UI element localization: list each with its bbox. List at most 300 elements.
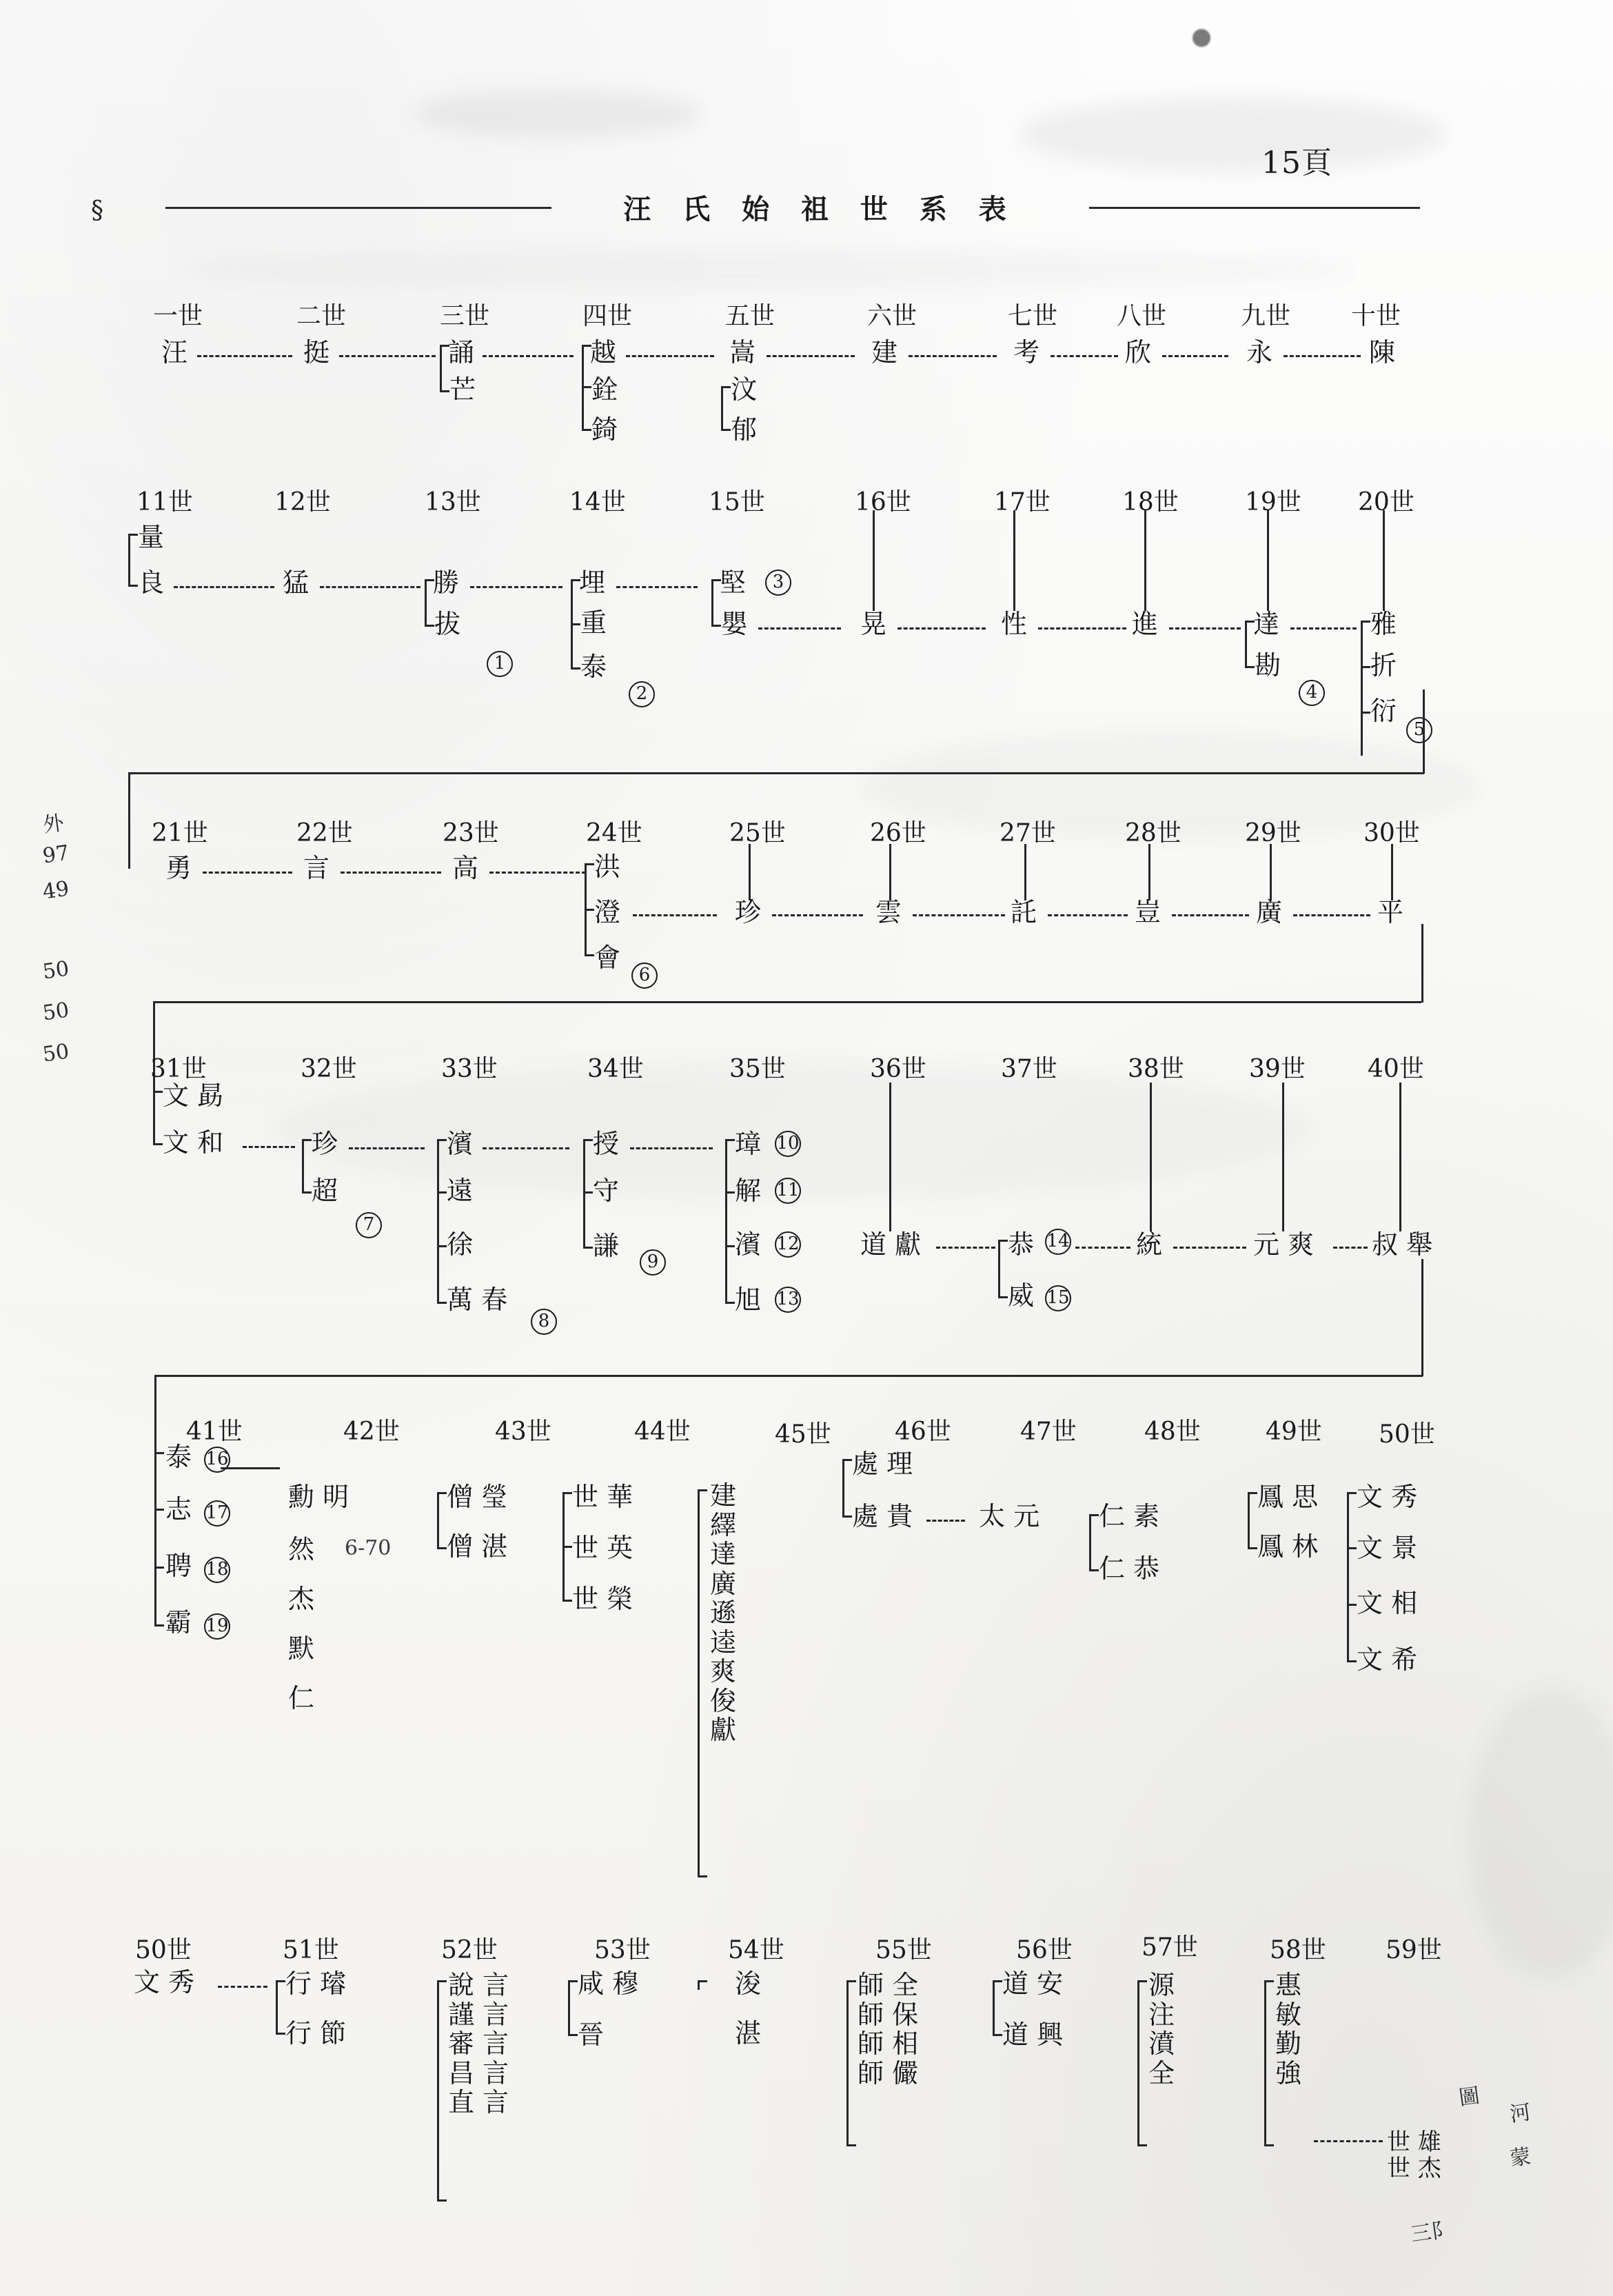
branch-line: [1347, 1492, 1349, 1660]
person-55-list: 師 全 師 保 師 相 師 儼: [858, 1970, 919, 2088]
link-dash: [1051, 355, 1118, 357]
branch-stub: [1264, 1980, 1274, 1982]
person-49-2: 鳳 林: [1257, 1531, 1319, 1562]
branch-stub: [993, 2034, 1002, 2036]
person-34-1: 授: [593, 1129, 620, 1159]
branch-line: [846, 1980, 849, 2144]
branch-stub: [1089, 1514, 1099, 1516]
margin-note-4: 50: [41, 956, 71, 985]
branch-line: [1089, 1514, 1091, 1569]
link-dash: [630, 1147, 713, 1149]
person-34-3: 謙: [593, 1231, 620, 1261]
wrap-connector-right: [1421, 924, 1423, 1003]
person-41-2: 志: [165, 1494, 192, 1524]
branch-stub: [582, 345, 591, 347]
gen-label-19: 19世: [1245, 488, 1301, 516]
page-number: 15頁: [1261, 145, 1332, 181]
branch-stub: [437, 1191, 447, 1194]
circled-number-15: 15: [1045, 1285, 1071, 1311]
branch-stub: [842, 1515, 852, 1518]
branch-stub: [1347, 1492, 1357, 1494]
link-dash: [758, 627, 841, 630]
branch-stub: [153, 1143, 163, 1145]
circled-number-17: 17: [204, 1500, 230, 1527]
margin-note-2: 97: [41, 840, 71, 869]
gen-label-4: 四世: [582, 302, 633, 330]
gen-label-58: 58世: [1270, 1936, 1326, 1964]
person-33-2: 遠: [447, 1176, 474, 1206]
wrap-connector-right: [1423, 689, 1425, 774]
person-19-2: 勘: [1255, 650, 1281, 681]
branch-stub: [846, 1980, 856, 1982]
person-1-1: 汪: [161, 337, 188, 367]
link-dash: [1038, 627, 1126, 630]
branch-stub: [583, 1191, 593, 1194]
person-35-4: 旭: [735, 1285, 762, 1315]
link-dash: [1172, 914, 1249, 916]
person-53-2: 晉: [578, 2020, 605, 2050]
link-dash: [218, 1986, 267, 1988]
scan-smudge: [414, 90, 703, 138]
branch-stub: [276, 1980, 285, 1982]
link-dash: [1314, 2140, 1383, 2142]
gen-label-48: 48世: [1144, 1418, 1201, 1446]
branch-stub: [568, 1980, 578, 1982]
branch-stub: [721, 386, 731, 388]
wrap-connector: [153, 1001, 1421, 1003]
branch-line: [1270, 844, 1272, 900]
person-4-2: 銓: [591, 374, 618, 405]
gen-label-17: 17世: [994, 488, 1051, 516]
gen-label-26: 26世: [870, 819, 926, 847]
link-dash: [926, 1520, 965, 1522]
link-dash: [772, 914, 863, 916]
wrap-connector: [154, 1375, 1423, 1377]
person-41-1: 泰: [165, 1442, 192, 1472]
branch-stub: [725, 1245, 735, 1247]
branch-line: [1013, 510, 1015, 611]
person-33-1: 濱: [447, 1129, 474, 1159]
person-49-1: 鳳 思: [1257, 1482, 1319, 1512]
branch-line: [1399, 1082, 1401, 1231]
link-dash: [1162, 355, 1228, 357]
person-13-2: 拔: [434, 609, 461, 639]
person-40-1: 叔 舉: [1372, 1229, 1433, 1260]
person-8-1: 欣: [1125, 337, 1152, 367]
person-50-4: 文 希: [1357, 1644, 1418, 1675]
gen-label-59: 59世: [1386, 1936, 1442, 1964]
link-dash: [936, 1247, 995, 1249]
branch-stub: [276, 2033, 285, 2035]
branch-stub: [998, 1296, 1008, 1298]
branch-line: [1137, 1980, 1139, 2144]
gen-label-30: 30世: [1363, 819, 1420, 847]
person-31-2: 文 和: [163, 1127, 224, 1158]
link-dash: [483, 355, 574, 357]
gen-label-45: 45世: [775, 1420, 831, 1449]
gen-label-37: 37世: [1001, 1055, 1057, 1083]
person-17-1: 性: [1001, 609, 1028, 639]
bottom-note-4: 三阝: [1409, 2217, 1454, 2247]
person-56-2: 道 興: [1002, 2020, 1064, 2050]
person-42-2: 然: [288, 1534, 315, 1564]
branch-line: [889, 1082, 891, 1231]
person-15-1: 堅: [720, 567, 747, 598]
person-44-2: 世 英: [572, 1533, 633, 1563]
circled-number-3: 3: [765, 570, 791, 596]
branch-stub: [846, 2144, 856, 2146]
person-16-1: 晃: [860, 609, 887, 639]
link-dash: [197, 355, 292, 357]
person-33-4: 萬 春: [447, 1285, 508, 1315]
branch-stub: [585, 863, 594, 865]
branch-line: [1148, 844, 1150, 900]
person-14-1: 埋: [579, 567, 606, 598]
branch-line: [425, 579, 427, 625]
branch-stub: [302, 1191, 312, 1194]
branch-stub: [582, 429, 591, 431]
circled-number-14: 14: [1045, 1229, 1071, 1255]
gen-label-24: 24世: [586, 819, 642, 847]
gen-label-8: 八世: [1117, 302, 1167, 330]
person-50b-1: 文 秀: [134, 1967, 195, 1997]
branch-stub: [437, 1547, 447, 1549]
gen-label-2: 二世: [296, 302, 347, 330]
branch-stub: [437, 1492, 447, 1494]
branch-line: [1264, 1980, 1266, 2144]
gen-label-18: 18世: [1122, 488, 1179, 516]
person-10-1: 陳: [1369, 337, 1396, 367]
gen-label-43: 43世: [495, 1418, 551, 1446]
gen-label-5: 五世: [725, 302, 775, 330]
gen-label-13: 13世: [425, 488, 481, 516]
gen-label-11: 11世: [136, 488, 193, 516]
person-13-1: 勝: [433, 567, 460, 598]
circled-number-19: 19: [204, 1613, 230, 1640]
gen-label-44: 44世: [634, 1418, 691, 1446]
person-59-list: 世 雄 世 杰: [1387, 2128, 1441, 2183]
gen-label-6: 六世: [867, 302, 917, 330]
branch-line: [1248, 1492, 1250, 1547]
circled-number-7: 7: [356, 1212, 382, 1238]
circled-number-6: 6: [631, 963, 658, 989]
person-50-2: 文 景: [1357, 1533, 1418, 1563]
person-42-1: 勳 明: [288, 1482, 349, 1512]
branch-stub: [154, 1624, 164, 1627]
link-dash: [1169, 627, 1241, 630]
person-42-3: 杰: [288, 1584, 315, 1614]
gen-label-23: 23世: [443, 819, 499, 847]
circled-number-4: 4: [1299, 680, 1325, 706]
branch-stub: [993, 1980, 1002, 1982]
gen-label-38: 38世: [1128, 1055, 1184, 1083]
branch-stub: [1347, 1660, 1357, 1662]
link-dash: [616, 586, 698, 588]
link-dash: [1284, 355, 1361, 357]
gen-label-14: 14世: [569, 488, 626, 516]
person-5-3: 郁: [731, 414, 758, 445]
person-4-3: 錡: [591, 414, 618, 445]
gen-label-57: 57世: [1142, 1933, 1198, 1962]
person-25-1: 珍: [735, 897, 762, 927]
gen-label-34: 34世: [587, 1055, 644, 1083]
branch-stub: [1361, 666, 1370, 668]
branch-line: [889, 844, 891, 900]
circled-number-10: 10: [775, 1131, 801, 1157]
person-11-1: 量: [138, 522, 165, 552]
person-20-1: 雅: [1370, 609, 1397, 639]
circled-number-11: 11: [775, 1178, 801, 1204]
person-44-3: 世 榮: [572, 1584, 633, 1614]
person-34-2: 守: [593, 1176, 620, 1206]
link-dash: [339, 355, 436, 357]
person-35-3: 濱: [735, 1229, 762, 1260]
person-58-list: 惠 敏 勤 強: [1275, 1970, 1302, 2088]
branch-stub: [1361, 712, 1370, 714]
branch-line: [440, 345, 442, 390]
circled-number-16: 16: [204, 1447, 230, 1473]
person-51-1: 行 璿: [285, 1968, 347, 1999]
branch-line: [1245, 621, 1247, 666]
person-43-1: 僧 瑩: [447, 1482, 508, 1512]
branch-stub: [425, 625, 434, 627]
person-56-1: 道 安: [1002, 1968, 1064, 1999]
person-2-1: 挺: [303, 337, 330, 367]
link-dash: [626, 355, 714, 357]
gen-label-10: 十世: [1351, 302, 1401, 330]
person-36-1: 道 獻: [860, 1229, 922, 1260]
branch-stub: [711, 625, 721, 627]
link-dash: [633, 914, 717, 916]
branch-stub: [437, 1245, 447, 1247]
branch-line: [1282, 1082, 1284, 1231]
branch-stub: [583, 1139, 593, 1141]
branch-stub: [998, 1240, 1008, 1242]
person-27-1: 託: [1011, 897, 1037, 927]
person-3-2: 芒: [449, 374, 476, 405]
person-35-2: 解: [735, 1176, 762, 1206]
branch-line: [437, 1980, 439, 2199]
link-dash: [1293, 914, 1370, 916]
person-32-2: 超: [312, 1176, 338, 1206]
gen-label-36: 36世: [870, 1055, 926, 1083]
gen-label-22: 22世: [296, 819, 353, 847]
gen-label-50b: 50世: [135, 1936, 192, 1964]
branch-line: [698, 1489, 700, 1875]
gen-label-31: 31世: [150, 1055, 207, 1083]
branch-stub: [1248, 1547, 1257, 1549]
person-24-2: 澄: [594, 897, 621, 927]
branch-stub: [698, 1875, 707, 1877]
scan-smudge: [1020, 97, 1448, 172]
branch-stub: [711, 579, 721, 581]
bottom-note-1: 河: [1508, 2100, 1532, 2127]
branch-line: [873, 510, 875, 611]
person-30-1: 平: [1377, 897, 1404, 927]
gen-label-32: 32世: [301, 1055, 357, 1083]
person-39-1: 元 爽: [1253, 1229, 1315, 1260]
branch-line: [1144, 510, 1146, 611]
gen-label-41: 41世: [186, 1418, 243, 1446]
person-37-2: 威: [1008, 1280, 1035, 1311]
branch-line: [437, 1139, 439, 1302]
branch-stub: [582, 386, 591, 388]
branch-stub: [571, 623, 580, 625]
branch-stub: [562, 1600, 572, 1602]
link-dash: [203, 872, 292, 874]
bottom-note-2: 蒙: [1508, 2144, 1532, 2171]
branch-stub: [128, 534, 138, 536]
person-23-1: 高: [452, 853, 479, 883]
branch-line: [993, 1980, 995, 2034]
scan-smudge: [1468, 1689, 1613, 1979]
branch-stub: [571, 667, 580, 669]
gen-label-55: 55世: [875, 1936, 932, 1964]
branch-stub: [1137, 2144, 1147, 2146]
branch-line: [1383, 510, 1385, 611]
branch-stub: [583, 1247, 593, 1249]
arrow-line: [221, 1467, 280, 1469]
branch-line: [302, 1139, 304, 1191]
person-41-4: 霸: [165, 1607, 192, 1638]
person-53-1: 咸 穆: [578, 1968, 639, 1999]
branch-line: [1150, 1082, 1152, 1231]
person-46-2: 處 貴: [852, 1501, 913, 1531]
person-31-1: 文 勗: [163, 1080, 224, 1111]
person-26-1: 雲: [875, 897, 902, 927]
branch-stub: [440, 345, 449, 347]
person-44-1: 世 華: [572, 1482, 633, 1512]
branch-line: [1361, 621, 1363, 756]
gen-label-9: 九世: [1241, 302, 1291, 330]
person-32-1: 珍: [312, 1129, 338, 1159]
branch-line: [1024, 844, 1026, 900]
gen-label-29: 29世: [1245, 819, 1301, 847]
link-dash: [1290, 627, 1357, 630]
branch-line: [153, 1091, 155, 1143]
link-dash: [897, 627, 986, 630]
circled-number-2: 2: [629, 681, 655, 707]
gen-label-53: 53世: [594, 1936, 651, 1964]
link-dash: [174, 586, 274, 588]
link-dash: [470, 586, 562, 588]
person-5-1: 嵩: [729, 337, 756, 367]
wrap-connector-left: [128, 772, 130, 869]
person-47-1: 太 元: [979, 1501, 1040, 1531]
person-46-1: 處 理: [852, 1449, 913, 1479]
gen-label-33: 33世: [441, 1055, 498, 1083]
person-20-2: 折: [1370, 650, 1397, 681]
branch-line: [711, 579, 713, 625]
gen-label-1: 一世: [153, 302, 203, 330]
gen-label-49: 49世: [1266, 1418, 1322, 1446]
branch-line: [725, 1139, 727, 1302]
title-rule-left: [165, 207, 551, 209]
margin-note-3: 49: [41, 876, 71, 905]
branch-line: [276, 1980, 278, 2033]
gen-label-21: 21世: [152, 819, 208, 847]
gen-label-7: 七世: [1008, 302, 1058, 330]
person-21-1: 勇: [165, 853, 192, 883]
branch-stub: [440, 390, 449, 392]
branch-stub: [698, 1980, 707, 1982]
circled-number-18: 18: [204, 1557, 230, 1583]
person-50-1: 文 秀: [1357, 1482, 1418, 1512]
person-48-2: 仁 恭: [1099, 1553, 1160, 1584]
person-24-1: 洪: [594, 852, 621, 882]
branch-line: [568, 1980, 570, 2034]
gen-label-16: 16世: [855, 488, 911, 516]
person-37-1: 恭: [1008, 1229, 1035, 1260]
person-19-1: 達: [1253, 609, 1280, 639]
branch-stub: [1361, 621, 1370, 623]
margin-note-6: 50: [41, 1039, 71, 1067]
circled-number-13: 13: [775, 1287, 801, 1313]
wrap-connector-left: [154, 1375, 156, 1455]
gen-label-52: 52世: [441, 1936, 498, 1964]
person-14-2: 重: [580, 607, 607, 638]
branch-stub: [725, 1139, 735, 1141]
person-33-3: 徐: [447, 1229, 474, 1260]
branch-stub: [437, 2199, 447, 2202]
person-42-4: 默: [288, 1633, 315, 1664]
branch-line: [154, 1452, 156, 1624]
branch-stub: [698, 1489, 707, 1491]
person-7-1: 考: [1013, 337, 1040, 367]
margin-note-1: 外: [41, 811, 65, 838]
person-52-list: 說 言 謹 言 審 言 昌 言 直 言: [448, 1970, 509, 2118]
person-50-3: 文 相: [1357, 1588, 1418, 1618]
wrap-connector-right: [1421, 1259, 1423, 1376]
branch-stub: [128, 585, 138, 587]
circled-number-8: 8: [531, 1309, 557, 1335]
gen-label-56: 56世: [1016, 1936, 1073, 1964]
person-48-1: 仁 素: [1099, 1501, 1160, 1531]
branch-stub: [425, 579, 434, 581]
link-dash: [320, 586, 420, 588]
branch-stub: [571, 579, 580, 581]
person-5-2: 汶: [731, 374, 758, 405]
wrap-connector: [128, 772, 1424, 774]
person-9-1: 永: [1246, 337, 1273, 367]
person-29-1: 廣: [1256, 897, 1283, 927]
branch-line: [842, 1459, 844, 1515]
circled-number-12: 12: [775, 1231, 801, 1258]
branch-stub: [725, 1191, 735, 1194]
branch-stub: [585, 909, 594, 911]
title-rule-right: [1089, 207, 1420, 209]
gen-label-46: 46世: [895, 1418, 951, 1446]
person-11-2: 良: [138, 567, 165, 598]
branch-stub: [154, 1567, 164, 1569]
branch-stub: [1245, 666, 1255, 668]
person-43-2: 僧 湛: [447, 1531, 508, 1562]
circled-number-5: 5: [1406, 717, 1432, 743]
margin-note-5: 50: [41, 998, 71, 1026]
link-dash: [767, 355, 855, 357]
link-dash: [913, 914, 1005, 916]
gen-label-42: 42世: [343, 1418, 400, 1446]
person-20-3: 衍: [1370, 696, 1397, 726]
person-35-1: 璋: [735, 1129, 762, 1159]
person-15-2: 嬰: [721, 609, 748, 639]
gen-label-54: 54世: [728, 1936, 784, 1964]
person-54-1: 浚: [735, 1968, 762, 1999]
link-dash: [489, 872, 586, 874]
person-42-5: 仁: [288, 1683, 315, 1713]
person-12-1: 猛: [283, 567, 310, 598]
branch-line: [1391, 844, 1393, 900]
